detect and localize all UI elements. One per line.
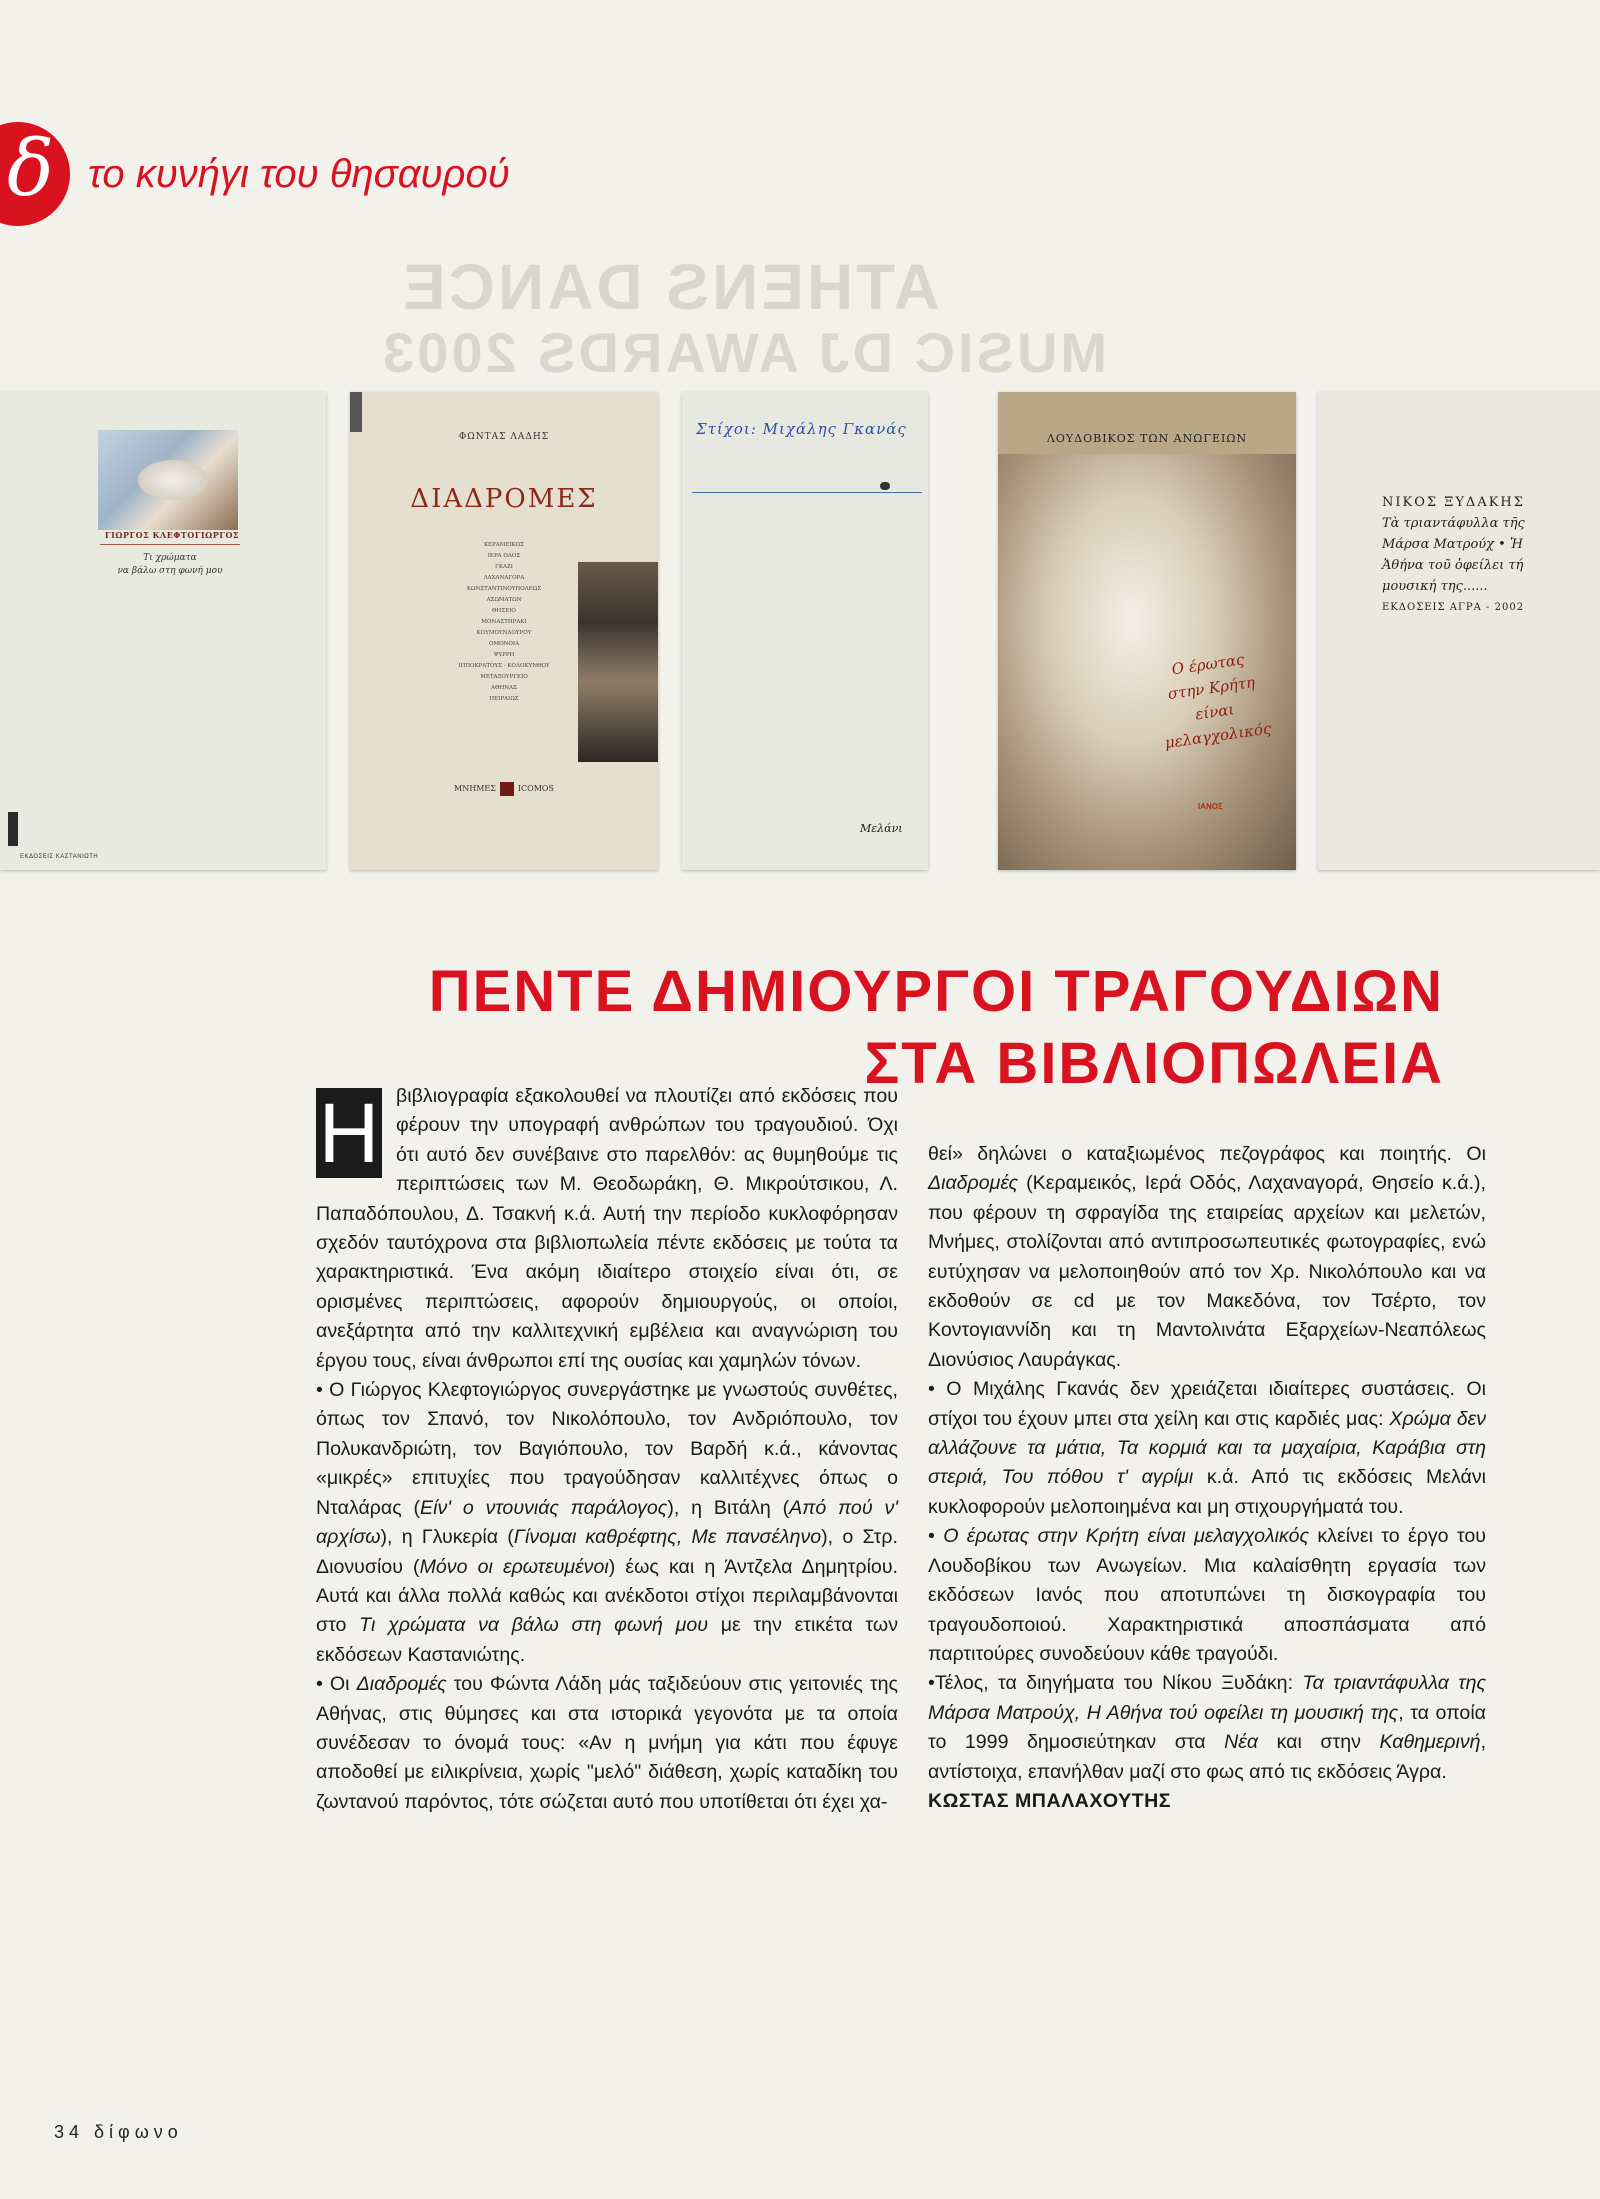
text-run: θεί» δηλώνει ο καταξιωμένος πεζογράφος και ποιητής. Οι — [928, 1143, 1486, 1165]
book-author: ΝΙΚΟΣ ΞΥΔΑΚΗΣ — [1382, 495, 1525, 510]
text-run: , τα οποία το 1999 δημοσιεύτηκαν στα — [928, 1701, 1487, 1754]
article-column-2 — [928, 1140, 1486, 1816]
headline-line2: ΣΤΑ ΒΙΒΛΙΟΠΩΛΕΙΑ — [864, 1031, 1444, 1096]
place-list-item: ΙΠΠΟΚΡΑΤΟΥΣ - ΚΟΛΟΚΥΝΘΟΥ — [458, 663, 550, 669]
text-run: • Ο Γιώργος Κλεφτογιώργος συνεργάστηκε με γνωστούς συνθέτες, όπως τον Σπανό, τον Νικολόπουλο, τον Ανδριόπουλο, τον Πολυκανδριώτη, τον Βαγιόπουλο, τον Βαρδή κ.ά., κάνοντας «μικρές» επιτυχίες που τραγούδησαν καλλιτέχνες όπως ο Νταλάρας ( — [316, 1379, 898, 1519]
book-cover-loudovikos — [998, 392, 1296, 870]
book-title-line1: Ο έρωτας — [1170, 650, 1246, 679]
book-title-line2: να βάλω στη φωνή μου — [117, 566, 223, 576]
paragraph-intro — [316, 1082, 898, 1376]
book-title-line1: Τὰ τριαντάφυλλα τῆς — [1382, 516, 1525, 531]
newspaper-name: Νέα — [1224, 1731, 1259, 1754]
publisher-logo — [8, 812, 18, 846]
paragraph-kleftogiorgos — [316, 1376, 898, 1670]
book-title: ΔΙΑΔΡΟΜΕΣ — [410, 484, 598, 514]
book-title-ref: Διαδρομές — [928, 1172, 1019, 1195]
section-badge — [0, 122, 70, 226]
book-cover-ganas — [682, 392, 928, 870]
text-run: του Φώντα Λάδη μάς ταξιδεύουν στις γειτονιές της Αθήνας, στις θύμησες και στα ιστορικά γεγονότα με τα οποία συνέδεσαν το όνομά τους: «Αν η μνήμη για κάτι που έφυγε αποδοθεί με ειλικρίνεια, χωρίς "μελό" διάθεση, χωρίς καταδίκη του ζωντανού παρόντος, τότε σώζεται αυτό που υποτίθεται ότι έχει χα- — [316, 1673, 898, 1813]
text-run: , αντίστοιχα, επανήλθαν μαζί στο φως από τις εκδόσεις Άγρα. — [928, 1731, 1487, 1783]
text-run: ), ο Στρ. Διονυσίου ( — [316, 1526, 898, 1578]
section-title: το κυνήγι του θησαυρού — [88, 152, 510, 196]
headline-line1: ΠΕΝΤΕ ΔΗΜΙΟΥΡΓΟΙ ΤΡΑΓΟΥΔΙΩΝ — [428, 959, 1444, 1024]
book-cover-kleftogiorgos — [0, 392, 326, 870]
publisher-logos — [350, 782, 658, 796]
place-list-item: ΚΩΝΣΤΑΝΤΙΝΟΥΠΟΛΕΩΣ — [466, 586, 542, 592]
book-title — [95, 552, 245, 578]
publisher-left: ΜΝΗΜΕΣ — [454, 784, 496, 793]
book-title-ref: Ο έρωτας στην Κρήτη είναι μελαγχολικός — [943, 1525, 1310, 1548]
song-title: Μόνο οι ερωτευμένοι — [419, 1555, 609, 1578]
text-run: (Κεραμεικός, Ιερά Οδός, Λαχαναγορά, Θησείο κ.ά.), που φέρουν τη σφραγίδα της εταιρείας αρχείων και μελετών, Μνήμες, στολίζονται από αντιπροσωπευτικές φωτογραφίες, ενώ ευτύχησαν να μελοποιηθούν από τον Χρ. Νικολόπουλο και να εκδοθούν σε cd με τον Μακεδόνα, τον Τσέρτο, τον Κοντογιαννίδη και τη Μαντολινάτα Εξαρχείων-Νεαπόλεως Διονύσιος Λαυράγκας. — [928, 1172, 1486, 1371]
text-run: και στην — [1258, 1731, 1380, 1754]
paragraph-diadromes — [316, 1670, 898, 1817]
paragraph-diadromes-cont — [928, 1140, 1486, 1375]
cover-illustration — [98, 430, 238, 530]
newspaper-name: Καθημερινή — [1379, 1731, 1481, 1754]
place-list-item: ΑΣΩΜΑΤΩΝ — [486, 597, 522, 603]
bird-icon — [880, 482, 890, 490]
book-publisher: ΕΚΔΟΣΕΙΣ ΑΓΡΑ - 2002 — [1382, 602, 1525, 613]
book-publisher: Μελάνι — [860, 822, 903, 835]
paragraph-ganas — [928, 1375, 1486, 1522]
book-title-line1: Τι χρώματα — [143, 553, 197, 563]
book-title-line4: μουσική της...... — [1382, 579, 1488, 594]
author-byline: ΚΩΣΤΑΣ ΜΠΑΛΑΧΟΥΤΗΣ — [928, 1789, 1172, 1812]
place-list-item: ΙΕΡΑ ΟΔΟΣ — [487, 553, 521, 559]
book-author: ΛΟΥΔΟΒΙΚΟΣ ΤΩΝ ΑΝΩΓΕΙΩΝ — [1046, 432, 1248, 445]
book-cover-diadromes — [350, 392, 658, 870]
place-list-item: ΨΥΡΡΗ — [493, 652, 515, 658]
text-run: ) έως και η Άντζελα Δημητρίου. Αυτά και άλλα πολλά καθώς και ανέκδοτοι στίχοι περιλαμβάνονται στο — [316, 1555, 898, 1637]
book-title-line2: στην Κρήτη — [1166, 673, 1257, 704]
book-publisher: ΙΑΝΟΣ — [1198, 802, 1223, 811]
page-folio: 34 δίφωνο — [54, 2122, 183, 2142]
text-run: κ.ά. Από τις εκδόσεις Μελάνι κυκλοφορούν μελοποιημένα και μη στιχουργήματά του. — [928, 1466, 1486, 1518]
text-run: • Οι — [316, 1673, 357, 1696]
cover-photo — [578, 562, 658, 762]
book-title-ref: Τι χρώματα να βάλω στη φωνή μου — [359, 1614, 708, 1637]
text-run: κλείνει το έργο του Λουδοβίκου των Ανωγείων. Μια καλαίσθητη εργασία των εκδόσεων Ιανός που αποτυπώνει τη δισκογραφία του τραγουδοποιού. Χαρακτηριστικά αποσπάσματα από παρτιτούρες συνοδεύουν κάθε τραγούδι. — [928, 1525, 1487, 1665]
book-title-line3: είναι μελαγχολικός — [1163, 700, 1273, 753]
drop-cap: Η — [316, 1088, 382, 1178]
book-author: ΦΩΝΤΑΣ ΛΑΔΗΣ — [458, 432, 550, 442]
text-run: ), η Βιτάλη ( — [667, 1496, 790, 1519]
cover-text — [1382, 492, 1592, 618]
handwritten-title: Στίχοι: Μιχάλης Γκανάς — [696, 420, 907, 438]
article-headline — [429, 956, 1444, 1100]
section-badge-letter: δ — [7, 124, 54, 214]
place-list-item: ΠΕΙΡΑΙΩΣ — [489, 696, 519, 702]
place-list-item: ΓΚΑΖΙ — [495, 564, 513, 570]
ghost-text-line2: MUSIC DJ AWARDS 2003 — [380, 321, 1107, 384]
place-list-item: ΟΜΟΝΟΙΑ — [488, 641, 520, 647]
article-column-1 — [316, 1082, 898, 1817]
book-author: ΓΙΩΡΓΟΣ ΚΛΕΦΤΟΓΙΩΡΓΟΣ — [104, 530, 240, 540]
book-title-line3: Ἀθήνα τοῦ ὀφείλει τή — [1382, 558, 1524, 573]
mnimes-logo-icon — [500, 782, 514, 796]
ghost-text-line1: ATHENS DANCE — [400, 251, 940, 323]
place-list-item: ΚΕΡΑΜΕΙΚΟΣ — [483, 542, 525, 548]
song-titles: Χρώμα δεν αλλάζουνε τα μάτια, Τα κορμιά και τα μαχαίρια, Καράβια στη στεριά, Του πόθου τ' αγρίμι — [928, 1407, 1486, 1489]
song-title: Είν' ο ντουνιάς παράλογος — [420, 1496, 668, 1519]
paragraph-text: βιβλιογραφία εξακολουθεί να πλουτίζει από εκδόσεις που φέρουν την υπογραφή ανθρώπων του τραγουδιού. Όχι ότι αυτό δεν συνέβαινε στο παρελθόν: ας θυμηθούμε τις περιπτώσεις των Μ. Θεοδωράκη, Θ. Μικρούτσικου, Λ. Παπαδόπουλου, Δ. Τσακνή κ.ά. Αυτή την περίοδο κυκλοφόρησαν σχεδόν ταυτόχρονα στα βιβλιοπωλεία πέντε εκδόσεις με τούτα τα χαρακτηριστικά. Ένα ακόμη ιδιαίτερο στοιχείο είναι ότι, σε ορισμένες περιπτώσεις, αφορούν δημιουργούς, οι οποίοι, ανεξάρτητα από την καλλιτεχνική εμβέλεια και αναγνώριση του έργου τους, είναι άνθρωποι επί της ουσίας και χαμηλών τόνων. — [316, 1085, 898, 1372]
place-list-item: ΜΕΤΑΞΟΥΡΓΕΙΟ — [480, 674, 528, 680]
publisher-right: ICOMOS — [517, 784, 554, 793]
place-list — [410, 540, 598, 705]
song-title: Γίνομαι καθρέφτης, Με πανσέληνο — [513, 1526, 822, 1549]
book-cover-xydakis — [1318, 392, 1600, 870]
place-list-item: ΘΗΣΕΙΟ — [492, 608, 516, 614]
book-title-ref: Διαδρομές — [356, 1673, 447, 1696]
text-run: με την ετικέτα των εκδόσεων Καστανιώτης. — [316, 1614, 898, 1666]
place-list-item: ΛΑΧΑΝΑΓΟΡΑ — [483, 575, 525, 581]
text-run: •Τέλος, τα διηγήματα του Νίκου Ξυδάκη: — [928, 1672, 1303, 1695]
text-run: ), η Γλυκερία ( — [380, 1526, 514, 1549]
book-title-line2: Μάρσα Ματρούχ • Ἡ — [1382, 537, 1523, 552]
book-title-ref: Τα τριαντάφυλλα της Μάρσα Ματρούχ, Η Αθήνα τού οφείλει τη μουσική της — [928, 1672, 1486, 1724]
paragraph-loudovikos — [928, 1522, 1486, 1669]
wire-line — [692, 492, 922, 493]
text-run: • Ο Μιχάλης Γκανάς δεν χρειάζεται ιδιαίτερες συστάσεις. Οι στίχοι του έχουν μπει στα χείλη και στις καρδιές μας: — [928, 1378, 1486, 1430]
place-list-item: ΑΘΗΝΑΣ — [491, 685, 517, 691]
place-list-item: ΚΟΥΜΟΥΝΔΟΥΡΟΥ — [476, 630, 532, 636]
cover-rule — [100, 544, 240, 545]
place-list-item: ΜΟΝΑΣΤΗΡΑΚΙ — [481, 619, 527, 625]
book-publisher: ΕΚΔΟΣΕΙΣ ΚΑΣΤΑΝΙΩΤΗ — [20, 854, 99, 860]
text-run: • — [928, 1525, 944, 1548]
paragraph-xydakis — [928, 1669, 1486, 1787]
song-title: Από πού ν' αρχίσω — [316, 1496, 898, 1549]
